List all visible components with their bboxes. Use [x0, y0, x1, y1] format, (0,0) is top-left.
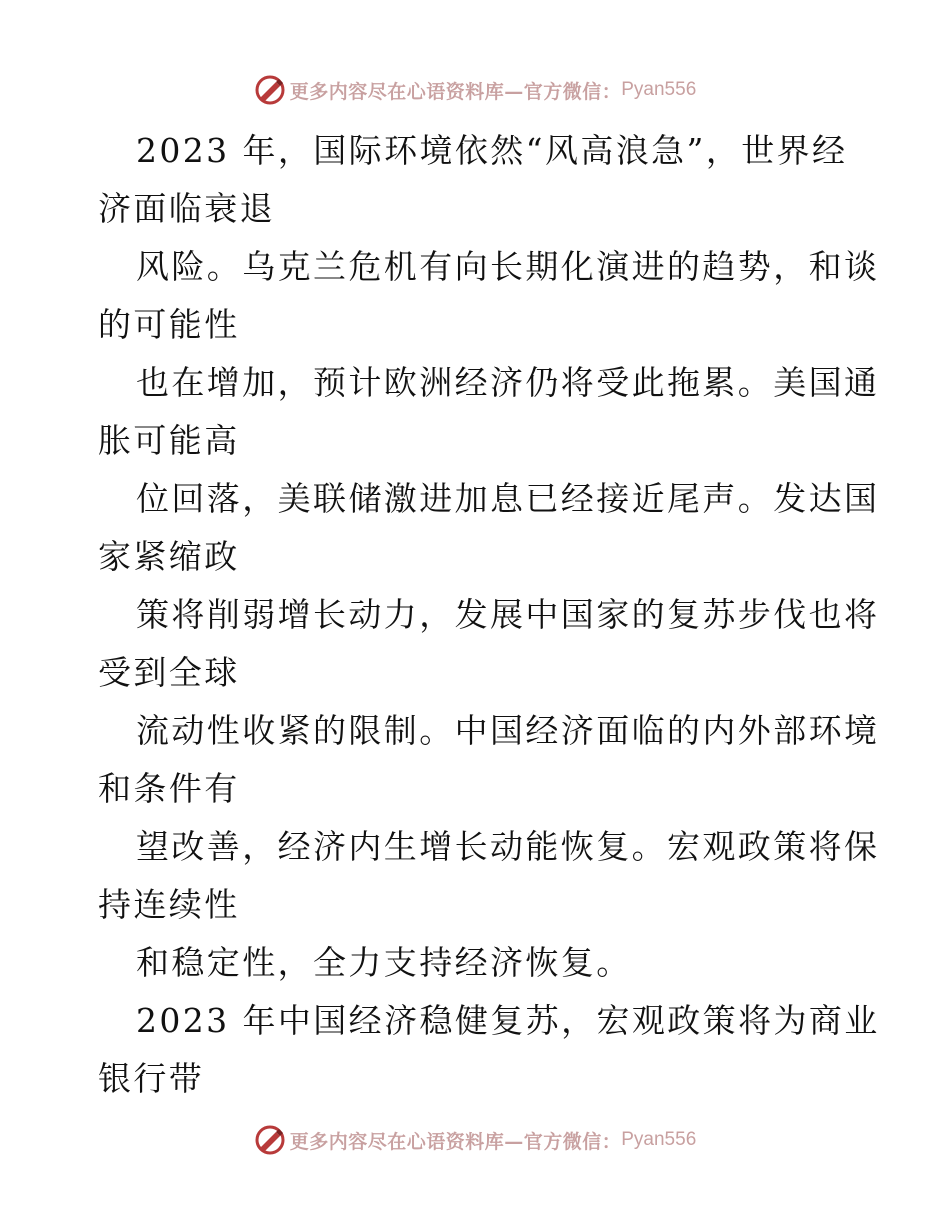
- text-line: 也在增加，预计欧洲经济仍将受此拖累。美国通: [136, 363, 880, 402]
- text-line: 位回落，美联储激进加息已经接近尾声。发达国: [136, 479, 880, 518]
- text-line: 银行带: [98, 1059, 205, 1098]
- text-line: 流动性收紧的限制。中国经济面临的内外部环境: [136, 711, 880, 750]
- header-wechat-id: Pyan556: [621, 79, 697, 100]
- footer-banner-text: 更多内容尽在心语资料库—官方微信：: [289, 1130, 622, 1153]
- text-line: 济面临衰退: [98, 189, 275, 228]
- text-line: 家紧缩政: [98, 537, 240, 576]
- text-line: 持连续性: [98, 885, 240, 924]
- pen-logo-icon: [254, 1124, 286, 1156]
- footer-banner: [0, 1120, 950, 1160]
- footer-wechat-id: Pyan556: [621, 1129, 697, 1150]
- pen-logo-icon: [254, 74, 286, 106]
- text-line: 2023 年，国际环境依然“风高浪急”，世界经: [136, 131, 848, 170]
- header-banner-text: 更多内容尽在心语资料库—官方微信：: [289, 80, 622, 103]
- text-line: 策将削弱增长动力，发展中国家的复苏步伐也将: [136, 595, 880, 634]
- text-line: 的可能性: [98, 305, 240, 344]
- text-line: 风险。乌克兰危机有向长期化演进的趋势，和谈: [136, 247, 880, 286]
- header-banner: [0, 70, 950, 110]
- text-line: 受到全球: [98, 653, 240, 692]
- text-line: 胀可能高: [98, 421, 240, 460]
- text-line: 2023 年中国经济稳健复苏，宏观政策将为商业: [136, 1001, 880, 1040]
- text-line: 和条件有: [98, 769, 240, 808]
- body-text: [98, 122, 880, 1108]
- text-line: 望改善，经济内生增长动能恢复。宏观政策将保: [136, 827, 880, 866]
- text-line: 和稳定性，全力支持经济恢复。: [136, 943, 632, 982]
